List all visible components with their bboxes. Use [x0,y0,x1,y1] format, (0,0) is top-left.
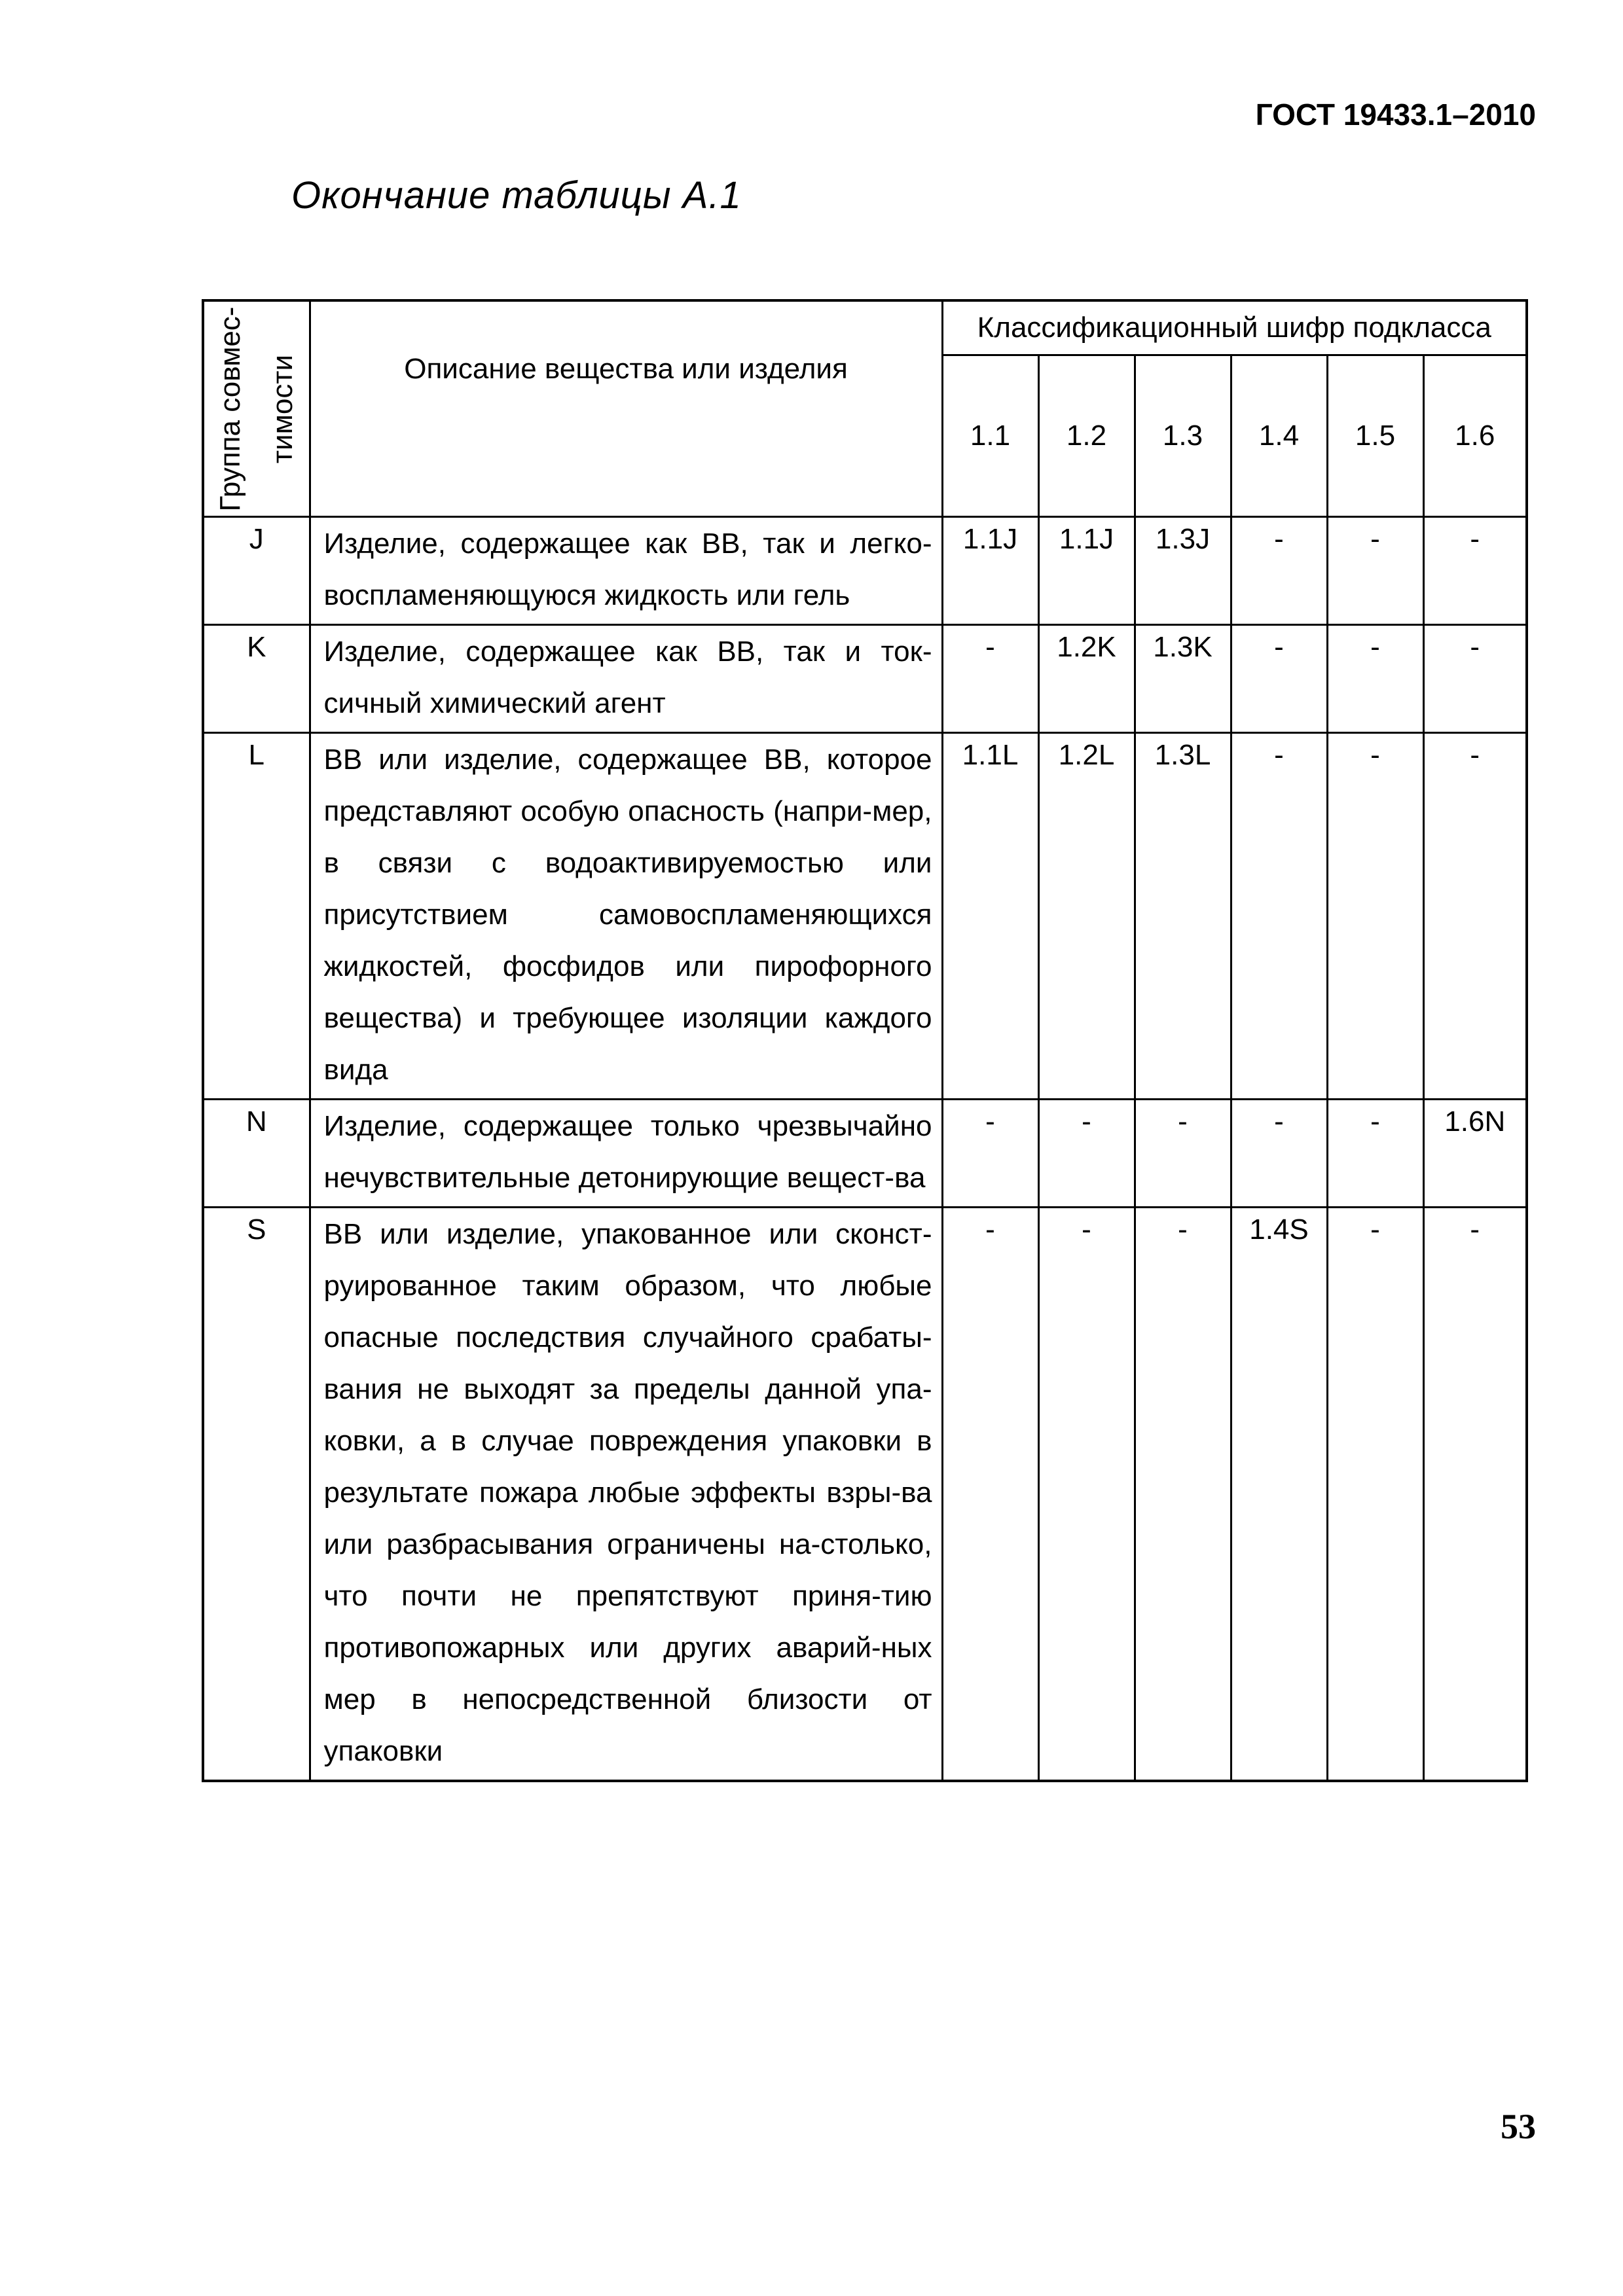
header-subclass-1-1: 1.1 [942,355,1038,517]
code-cell-1-4: - [1231,733,1327,1100]
group-cell: K [203,625,310,733]
code-cell-1-4: - [1231,625,1327,733]
table-caption: Окончание таблицы А.1 [291,174,742,217]
description-cell: Изделие, содержащее как ВВ, так и ток-сичный химический агент [310,625,942,733]
table-row-j [203,517,1527,625]
header-subclass-1-6: 1.6 [1423,355,1527,517]
code-cell-1-3: - [1135,1100,1231,1208]
header-compatibility-group [203,300,310,517]
code-cell-1-3: 1.3K [1135,625,1231,733]
code-cell-1-4: - [1231,517,1327,625]
code-cell-1-1: 1.1J [942,517,1038,625]
code-cell-1-1: - [942,1100,1038,1208]
header-classification-code: Классификационный шифр подкласса [942,300,1527,355]
classification-table [202,299,1528,1782]
header-description: Описание вещества или изделия [310,300,942,517]
code-cell-1-5: - [1327,1208,1423,1782]
code-cell-1-5: - [1327,1100,1423,1208]
code-cell-1-3: 1.3J [1135,517,1231,625]
page-number: 53 [1501,2107,1536,2146]
header-subclass-1-2: 1.2 [1038,355,1135,517]
code-cell-1-2: - [1038,1100,1135,1208]
description-cell: Изделие, содержащее как ВВ, так и легко-воспламеняющуюся жидкость или гель [310,517,942,625]
description-cell: ВВ или изделие, содержащее ВВ, которое представляют особую опасность (напри-мер, в связи с водоактивируемостью или присутствием самовоспламеняющихся жидкостей, фосфидов или пирофорного вещества) и требующее изоляции каждого вида [310,733,942,1100]
group-cell: N [203,1100,310,1208]
code-cell-1-1: - [942,625,1038,733]
header-group-line2: тимости [266,354,299,463]
header-group-line1: Группа совмес- [213,306,246,511]
group-cell: S [203,1208,310,1782]
description-cell: Изделие, содержащее только чрезвычайно нечувствительные детонирующие вещест-ва [310,1100,942,1208]
table-row-s [203,1208,1527,1782]
code-cell-1-3: - [1135,1208,1231,1782]
code-cell-1-2: 1.2K [1038,625,1135,733]
code-cell-1-6: 1.6N [1423,1100,1527,1208]
group-cell: L [203,733,310,1100]
code-cell-1-5: - [1327,625,1423,733]
group-cell: J [203,517,310,625]
code-cell-1-5: - [1327,733,1423,1100]
code-cell-1-2: 1.2L [1038,733,1135,1100]
code-cell-1-1: 1.1L [942,733,1038,1100]
code-cell-1-6: - [1423,517,1527,625]
description-cell: ВВ или изделие, упакованное или сконст-руированное таким образом, что любые опасные последствия случайного срабаты-вания не выходят за пределы данной упа-ковки, а в случае повреждения упаковки в результате пожара любые эффекты взры-ва или разбрасывания ограничены на-столько, что почти не препятствуют приня-тию противопожарных или других аварий-ных мер в непосредственной близости от упаковки [310,1208,942,1782]
code-cell-1-5: - [1327,517,1423,625]
code-cell-1-6: - [1423,625,1527,733]
header-subclass-1-3: 1.3 [1135,355,1231,517]
code-cell-1-4: - [1231,1100,1327,1208]
code-cell-1-6: - [1423,1208,1527,1782]
header-subclass-1-5: 1.5 [1327,355,1423,517]
code-cell-1-3: 1.3L [1135,733,1231,1100]
table-row-n [203,1100,1527,1208]
document-standard-code: ГОСТ 19433.1–2010 [1255,98,1536,132]
table-row-k [203,625,1527,733]
header-subclass-1-4: 1.4 [1231,355,1327,517]
code-cell-1-2: - [1038,1208,1135,1782]
code-cell-1-2: 1.1J [1038,517,1135,625]
code-cell-1-4: 1.4S [1231,1208,1327,1782]
code-cell-1-6: - [1423,733,1527,1100]
table-row-l [203,733,1527,1100]
code-cell-1-1: - [942,1208,1038,1782]
